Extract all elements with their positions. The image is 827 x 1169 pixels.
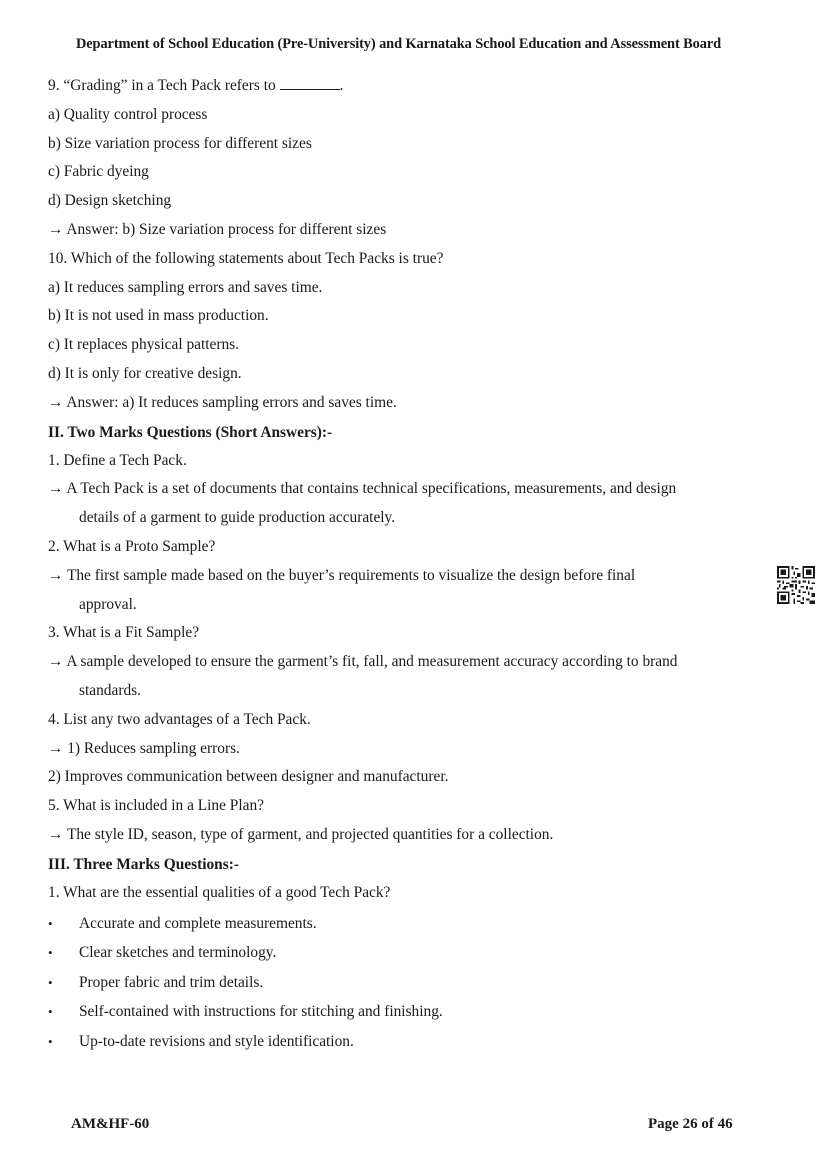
bullet-icon: • (48, 1033, 53, 1049)
section-2-heading: II. Two Marks Questions (Short Answers):- (48, 423, 333, 441)
list-item (48, 968, 748, 998)
q10-option-a: a) It reduces sampling errors and saves time. (48, 278, 323, 296)
q9-answer: → Answer: b) Size variation process for different sizes (48, 220, 387, 238)
bullet-list (48, 909, 748, 1057)
s2-question-2: 2. What is a Proto Sample? (48, 537, 216, 555)
page-content (48, 72, 748, 1056)
q9-option-c: c) Fabric dyeing (48, 163, 149, 181)
list-item-text: Clear sketches and terminology. (79, 944, 277, 962)
s2-answer-1-line2: details of a garment to guide production accurately. (79, 509, 396, 527)
q10-option-c: c) It replaces physical patterns. (48, 336, 240, 354)
s2-answer-2 (48, 562, 748, 620)
list-item-text: Self-contained with instructions for stitching and finishing. (79, 1003, 443, 1021)
s2-question-1: 1. Define a Tech Pack. (48, 451, 187, 469)
s2-answer-3 (48, 648, 748, 706)
question-9-text: 9. “Grading” in a Tech Pack refers to (48, 77, 276, 94)
q10-option-d: d) It is only for creative design. (48, 364, 242, 382)
s2-answer-1 (48, 475, 748, 533)
question-9-suffix: . (339, 77, 344, 94)
s2-answer-2-line2: approval. (79, 595, 137, 613)
q10-answer: → Answer: a) It reduces sampling errors and saves time. (48, 393, 397, 411)
q9-option-a: a) Quality control process (48, 105, 208, 123)
section-3-heading: III. Three Marks Questions:- (48, 855, 239, 873)
list-item-text: Up-to-date revisions and style identification. (79, 1032, 354, 1050)
s3-question-1: 1. What are the essential qualities of a good Tech Pack? (48, 883, 391, 901)
list-item (48, 1027, 748, 1057)
list-item (48, 938, 748, 968)
bullet-icon: • (48, 974, 53, 990)
list-item (48, 909, 748, 939)
q9-option-d: d) Design sketching (48, 192, 172, 210)
answer-blank (280, 74, 340, 90)
s2-question-4: 4. List any two advantages of a Tech Pack. (48, 710, 311, 728)
s2-answer-4-line1: → 1) Reduces sampling errors. (48, 739, 240, 757)
page-number: Page 26 of 46 (648, 1116, 733, 1132)
bullet-icon: • (48, 915, 53, 931)
s2-question-5: 5. What is included in a Line Plan? (48, 797, 264, 815)
s2-answer-1-line1: → A Tech Pack is a set of documents that contains technical specifications, measurements, and design (48, 480, 677, 498)
s2-answer-4-line2: 2) Improves communication between designer and manufacturer. (48, 768, 449, 786)
bullet-icon: • (48, 945, 53, 961)
s2-question-3: 3. What is a Fit Sample? (48, 624, 200, 642)
bullet-icon: • (48, 1004, 53, 1020)
footer-code: AM&HF-60 (71, 1116, 150, 1132)
list-item-text: Proper fabric and trim details. (79, 973, 264, 991)
q9-option-b: b) Size variation process for different sizes (48, 134, 312, 152)
s2-answer-3-line1: → A sample developed to ensure the garment’s fit, fall, and measurement accuracy according to brand (48, 653, 678, 671)
question-10: 10. Which of the following statements about Tech Packs is true? (48, 249, 444, 267)
s2-answer-5: → The style ID, season, type of garment, and projected quantities for a collection. (48, 825, 554, 843)
s2-answer-3-line2: standards. (79, 681, 141, 699)
page-header: Department of School Education (Pre-University) and Karnataka School Education and Assessment Board (75, 36, 722, 52)
list-item-text: Accurate and complete measurements. (79, 914, 317, 932)
qr-code-icon (777, 566, 815, 604)
s2-answer-2-line1: → The first sample made based on the buyer’s requirements to visualize the design before final (48, 566, 636, 584)
question-9 (48, 72, 748, 101)
q10-option-b: b) It is not used in mass production. (48, 307, 269, 325)
list-item (48, 997, 748, 1027)
